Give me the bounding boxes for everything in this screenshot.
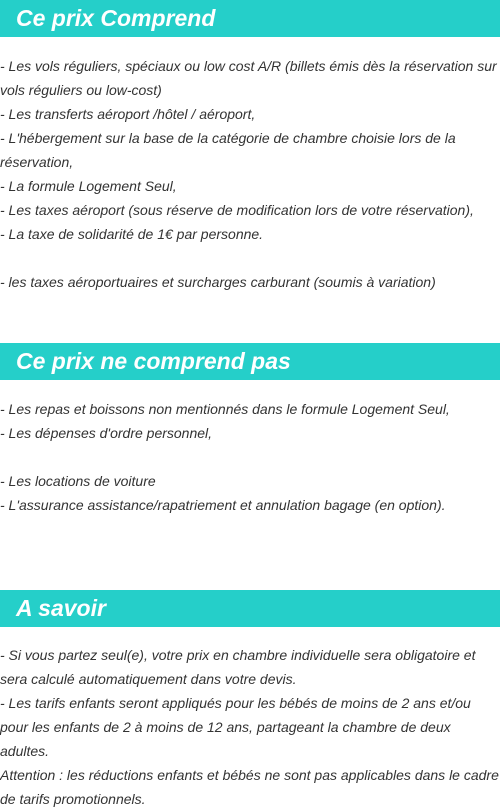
list-item: - Les taxes aéroport (sous réserve de modification lors de votre réservation),: [0, 202, 474, 218]
list-item: - Si vous partez seul(e), votre prix en chambre individuelle sera obligatoire et sera calculé automatiquement dans votre devis.: [0, 647, 476, 687]
list-item: Attention : les réductions enfants et bébés ne sont pas applicables dans le cadre de tarifs promotionnels.: [0, 767, 499, 807]
section-header-info: A savoir: [0, 590, 500, 627]
list-item: - L'hébergement sur la base de la catégorie de chambre choisie lors de la réservation,: [0, 130, 456, 170]
list-item: - Les locations de voiture: [0, 473, 156, 489]
spacer: [0, 445, 500, 469]
section-body-includes: [0, 54, 500, 294]
section-header-includes: Ce prix Comprend: [0, 0, 500, 37]
list-item: - Les dépenses d'ordre personnel,: [0, 425, 213, 441]
section-body-info: [0, 643, 500, 811]
list-item: - La formule Logement Seul,: [0, 178, 177, 194]
list-item: - Les transferts aéroport /hôtel / aéroport,: [0, 106, 256, 122]
list-item: - Les repas et boissons non mentionnés dans le formule Logement Seul,: [0, 401, 450, 417]
list-item: - les taxes aéroportuaires et surcharges carburant (soumis à variation): [0, 274, 436, 290]
list-item: - Les tarifs enfants seront appliqués pour les bébés de moins de 2 ans et/ou pour les enfants de 2 à moins de 12 ans, partageant la chambre de deux adultes.: [0, 695, 471, 759]
list-item: - La taxe de solidarité de 1€ par personne.: [0, 226, 264, 242]
section-header-excludes: Ce prix ne comprend pas: [0, 343, 500, 380]
list-item: - Les vols réguliers, spéciaux ou low cost A/R (billets émis dès la réservation sur vols réguliers ou low-cost): [0, 58, 497, 98]
spacer: [0, 246, 500, 270]
section-body-excludes: [0, 397, 500, 517]
list-item: - L'assurance assistance/rapatriement et annulation bagage (en option).: [0, 497, 446, 513]
